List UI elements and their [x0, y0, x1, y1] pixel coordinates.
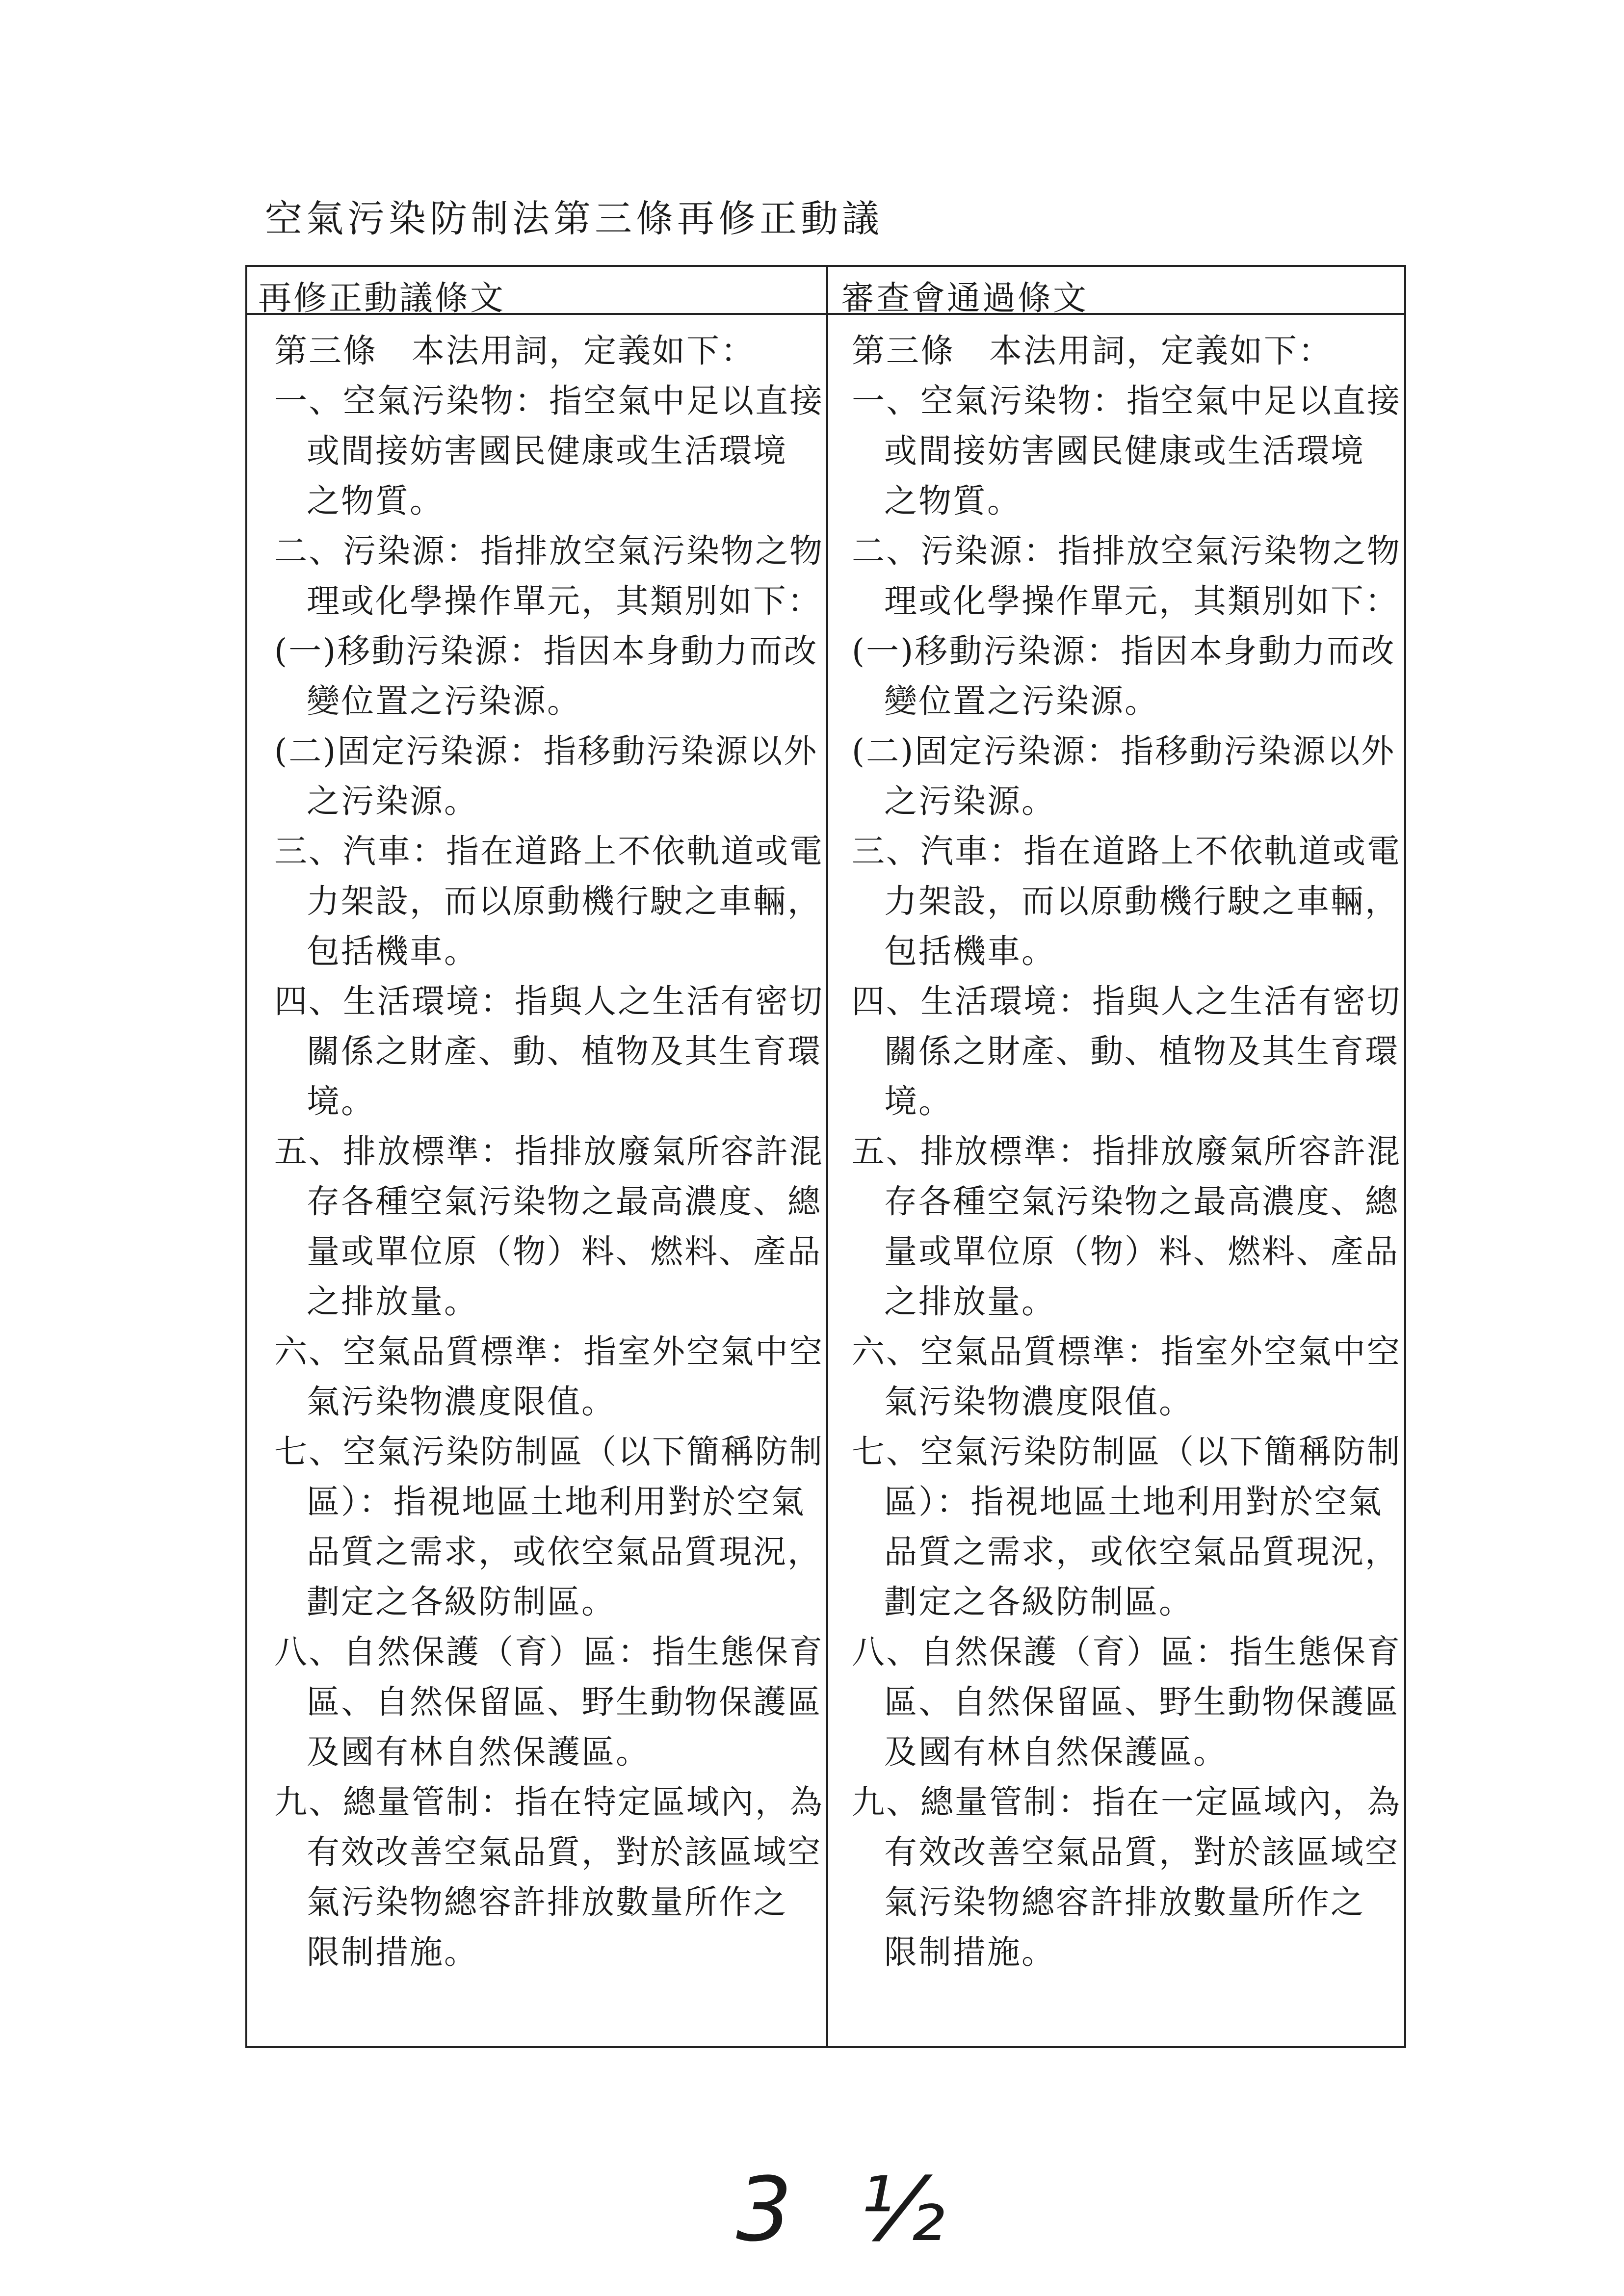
right-column-text — [852, 326, 1401, 1977]
article-text-line: 之物質。 — [307, 482, 444, 520]
article-text-line: 及國有林自然保護區。 — [884, 1733, 1228, 1771]
article-text-line: 一、空氣污染物：指空氣中足以直接 — [852, 382, 1401, 420]
article-text-line: 變位置之污染源。 — [884, 682, 1159, 720]
article-text-line: 二、污染源：指排放空氣污染物之物 — [274, 532, 824, 570]
article-text-line: 有效改善空氣品質，對於該區域空 — [307, 1833, 822, 1871]
article-text-line: 品質之需求，或依空氣品質現況， — [307, 1533, 822, 1571]
article-text-line: 區）：指視地區土地利用對於空氣 — [884, 1483, 1383, 1521]
article-text-line: 品質之需求，或依空氣品質現況， — [884, 1533, 1399, 1571]
article-text-line: 三、汽車：指在道路上不依軌道或電 — [274, 832, 824, 870]
header-left: 再修正動議條文 — [258, 279, 506, 318]
document-title: 空氣污染防制法第三條再修正動議 — [265, 197, 883, 240]
article-text-line: 包括機車。 — [307, 932, 478, 970]
article-text-line: 五、排放標準：指排放廢氣所容許混 — [274, 1132, 824, 1171]
article-text-line: (一)移動污染源：指因本身動力而改 — [274, 632, 818, 670]
article-text-line: 之排放量。 — [884, 1282, 1056, 1321]
article-text-line: 一、空氣污染物：指空氣中足以直接 — [274, 382, 824, 420]
article-text-line: 限制措施。 — [307, 1933, 478, 1971]
article-text-line: 包括機車。 — [884, 932, 1056, 970]
article-text-line: 存各種空氣污染物之最高濃度、總 — [884, 1182, 1399, 1221]
article-text-line: 力架設，而以原動機行駛之車輛， — [884, 882, 1399, 920]
article-text-line: 第三條 本法用詞，定義如下： — [852, 332, 1333, 370]
article-text-line: 變位置之污染源。 — [307, 682, 581, 720]
article-text-line: 之污染源。 — [884, 782, 1056, 820]
article-text-line: 之物質。 — [884, 482, 1022, 520]
article-text-line: (二)固定污染源：指移動污染源以外 — [274, 732, 818, 770]
article-text-line: (二)固定污染源：指移動污染源以外 — [852, 732, 1396, 770]
article-text-line: 境。 — [884, 1082, 953, 1121]
article-text-line: 七、空氣污染防制區（以下簡稱防制 — [274, 1433, 824, 1471]
article-text-line: 量或單位原（物）料、燃料、產品 — [884, 1232, 1399, 1271]
article-text-line: 九、總量管制：指在一定區域內，為 — [852, 1783, 1401, 1821]
comparison-table — [245, 265, 1406, 2048]
article-text-line: 存各種空氣污染物之最高濃度、總 — [307, 1182, 822, 1221]
article-text-line: 氣污染物濃度限值。 — [884, 1383, 1193, 1421]
article-text-line: 六、空氣品質標準：指室外空氣中空 — [852, 1332, 1401, 1371]
article-text-line: 二、污染源：指排放空氣污染物之物 — [852, 532, 1401, 570]
article-text-line: 力架設，而以原動機行駛之車輛， — [307, 882, 822, 920]
header-right: 審查會通過條文 — [841, 279, 1089, 318]
left-column-text — [274, 326, 824, 1977]
article-text-line: 八、自然保護（育）區：指生態保育 — [852, 1633, 1401, 1671]
article-text-line: 之排放量。 — [307, 1282, 478, 1321]
article-text-line: 之污染源。 — [307, 782, 478, 820]
article-text-line: 氣污染物濃度限值。 — [307, 1383, 616, 1421]
article-text-line: 限制措施。 — [884, 1933, 1056, 1971]
article-text-line: 境。 — [307, 1082, 375, 1121]
article-text-line: 四、生活環境：指與人之生活有密切 — [852, 982, 1401, 1020]
article-text-line: 氣污染物總容許排放數量所作之 — [884, 1883, 1365, 1921]
article-text-line: 區）：指視地區土地利用對於空氣 — [307, 1483, 806, 1521]
article-text-line: 區、自然保留區、野生動物保護區 — [884, 1683, 1399, 1721]
article-text-line: 及國有林自然保護區。 — [307, 1733, 650, 1771]
article-text-line: 八、自然保護（育）區：指生態保育 — [274, 1633, 824, 1671]
article-text-line: (一)移動污染源：指因本身動力而改 — [852, 632, 1396, 670]
article-text-line: 劃定之各級防制區。 — [307, 1583, 616, 1621]
article-text-line: 第三條 本法用詞，定義如下： — [274, 332, 755, 370]
article-text-line: 關係之財產、動、植物及其生育環 — [307, 1032, 822, 1070]
handwritten-page-note: 3 ½ — [736, 2159, 965, 2261]
column-divider — [826, 267, 828, 2046]
article-text-line: 三、汽車：指在道路上不依軌道或電 — [852, 832, 1401, 870]
article-text-line: 六、空氣品質標準：指室外空氣中空 — [274, 1332, 824, 1371]
article-text-line: 或間接妨害國民健康或生活環境 — [307, 432, 787, 470]
article-text-line: 劃定之各級防制區。 — [884, 1583, 1193, 1621]
article-text-line: 九、總量管制：指在特定區域內，為 — [274, 1783, 824, 1821]
article-text-line: 有效改善空氣品質，對於該區域空 — [884, 1833, 1399, 1871]
article-text-line: 五、排放標準：指排放廢氣所容許混 — [852, 1132, 1401, 1171]
article-text-line: 七、空氣污染防制區（以下簡稱防制 — [852, 1433, 1401, 1471]
article-text-line: 關係之財產、動、植物及其生育環 — [884, 1032, 1399, 1070]
article-text-line: 量或單位原（物）料、燃料、產品 — [307, 1232, 822, 1271]
article-text-line: 理或化學操作單元，其類別如下： — [307, 582, 822, 620]
article-text-line: 氣污染物總容許排放數量所作之 — [307, 1883, 787, 1921]
article-text-line: 理或化學操作單元，其類別如下： — [884, 582, 1399, 620]
article-text-line: 四、生活環境：指與人之生活有密切 — [274, 982, 824, 1020]
article-text-line: 或間接妨害國民健康或生活環境 — [884, 432, 1365, 470]
article-text-line: 區、自然保留區、野生動物保護區 — [307, 1683, 822, 1721]
